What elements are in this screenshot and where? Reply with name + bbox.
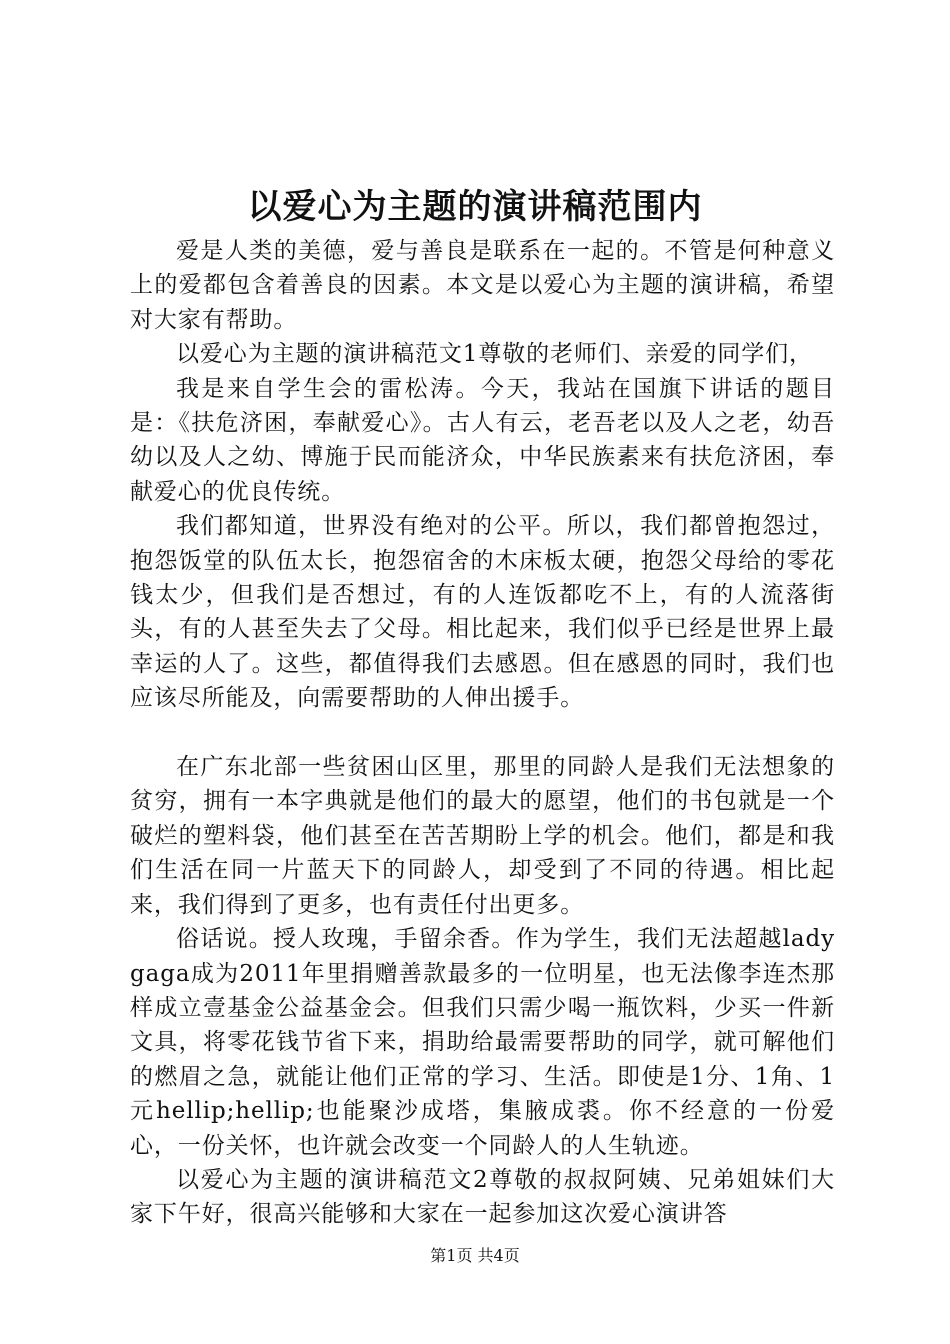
paragraph: 我们都知道，世界没有绝对的公平。所以，我们都曾抱怨过，抱怨饭堂的队伍太长，抱怨宿舍的木床板太硬，抱怨父母给的零花钱太少，但我们是否想过，有的人连饭都吃不上，有的人流落街头，有的人甚至失去了父母。相比起来，我们似乎已经是世界上最幸运的人了。这些，都值得我们去感恩。但在感恩的同时，我们也应该尽所能及，向需要帮助的人伸出援手。 [130, 513, 835, 712]
paragraph: 我是来自学生会的雷松涛。今天，我站在国旗下讲话的题目是：《扶危济困，奉献爱心》。古人有云，老吾老以及人之老，幼吾幼以及人之幼、博施于民而能济众，中华民族素来有扶危济困，奉献爱心的优良传统。 [130, 375, 835, 505]
paragraph: 俗话说。授人玫瑰，手留余香。作为学生，我们无法超越ladygaga成为2011年里捐赠善款最多的一位明星，也无法像李连杰那样成立壹基金公益基金会。但我们只需少喝一瓶饮料，少买一件新文具，将零花钱节省下来，捐助给最需要帮助的同学，就可解他们的燃眉之急，就能让他们正常的学习、生活。即使是1分、1角、1元hellip;hellip;也能聚沙成塔，集腋成裘。你不经意的一份爱心，一份关怀，也许就会改变一个同龄人的人生轨迹。 [130, 926, 835, 1159]
document-body [130, 234, 835, 1232]
paragraph: 在广东北部一些贫困山区里，那里的同龄人是我们无法想象的贫穷，拥有一本字典就是他们的最大的愿望，他们的书包就是一个破烂的塑料袋，他们甚至在苦苦期盼上学的机会。他们，都是和我们生活在同一片蓝天下的同龄人，却受到了不同的待遇。相比起来，我们得到了更多，也有责任付出更多。 [130, 754, 835, 918]
page-number: 第1页 共4页 [430, 1246, 520, 1265]
paragraph: 以爱心为主题的演讲稿范文2尊敬的叔叔阿姨、兄弟姐妹们大家下午好，很高兴能够和大家在一起参加这次爱心演讲答 [130, 1166, 835, 1228]
paragraph: 以爱心为主题的演讲稿范文1尊敬的老师们、亲爱的同学们， [176, 341, 813, 368]
paragraph: 爱是人类的美德，爱与善良是联系在一起的。不管是何种意义上的爱都包含着善良的因素。本文是以爱心为主题的演讲稿，希望对大家有帮助。 [130, 238, 835, 333]
document-title: 以爱心为主题的演讲稿范围内 [247, 187, 703, 227]
